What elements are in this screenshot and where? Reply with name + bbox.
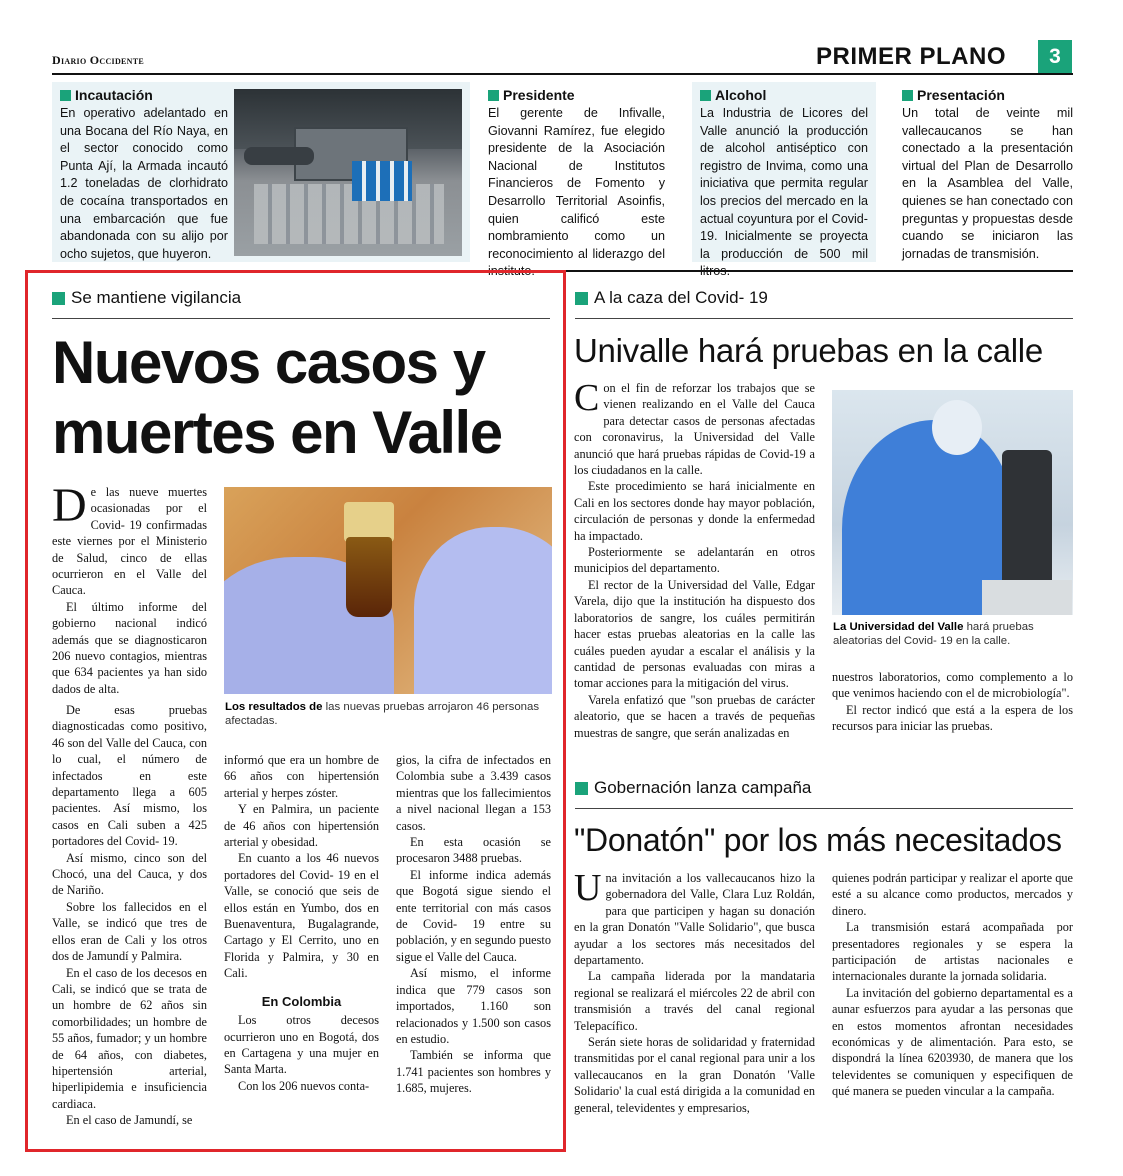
brief-title: Presentación bbox=[902, 87, 1073, 103]
bullet-square-icon bbox=[902, 90, 913, 101]
brief-presidente bbox=[488, 87, 665, 281]
bullet-square-icon bbox=[52, 292, 65, 305]
main-col1-top: De las nueve muertes ocasionadas por el Covid- 19 confirmadas este viernes por el Ministerio de Salud, cinco de ellas ocurrieron en el Valle del Cauca. El último informe del gobierno nacional indicó además que se diagnosticaron 206 nuevo contagios, mientras que 634 pacientes ya han sido dados de alta. bbox=[52, 479, 207, 696]
masthead-rule bbox=[52, 73, 1073, 75]
donaton-col2: quienes podrán participar y realizar el aporte que esté a su alcance como productos, mercados y dinero. La transmisión estará acompañada por presentadores regionales y se espera la participación de artistas nacionales e internacionales durante la jornada solidaria. La invitación del gobierno departamental es a aunar esfuerzos para ayudar a las personas que en estos momentos afrontan necesidades económicas y de alimentación. Para esto, se dispondrá la línea 6203930, de manera que los televidentes se comuniquen y especifiquen de qué manera se pueden vincular a la campaña. bbox=[832, 871, 1073, 1099]
page-number: 3 bbox=[1038, 40, 1072, 74]
brief-title: Incautación bbox=[60, 87, 228, 103]
univalle-col2: nuestros laboratorios, como complemento a lo que venimos haciendo con el de microbiología". El rector indicó que está a la espera de los recursos para iniciar las pruebas. bbox=[832, 670, 1073, 734]
dropcap: C bbox=[574, 377, 600, 419]
main-kicker-rule bbox=[52, 318, 550, 319]
univalle-col1: Con el fin de reforzar los trabajos que se vienen realizando en el Valle del Cauca para detectar casos de personas afectadas con coronavirus, la Universidad del Valle anunció que hará pruebas rápidas de Covid-19 a los ciudadanos en la calle. Este procedimiento se hará inicialmente en Cali en los sectores donde hay mayor población, circulación de personas y donde la enfermedad ha impactado. Posteriormente se adelantarán en otros municipios del departamento. El rector de la Universidad del Valle, Edgar Varela, dijo que la institución ha dispuesto dos laboratorios de sangre, los cuáles permitirán hacer estas pruebas aleatorias en la calle las cuáles pueden ayudar a escalar el análisis y la cantidad de personas evaluadas con miras a tomar acciones para la mitigación del virus. Varela enfatizó que "son pruebas de carácter aleatorio, que se hacen a través de pequeñas muestras de sangre, que serán analizadas en bbox=[574, 377, 815, 740]
section-title: PRIMER PLANO bbox=[816, 43, 1007, 70]
main-headline: Nuevos casos y muertes en Valle bbox=[52, 329, 502, 466]
brief-title: Alcohol bbox=[700, 87, 868, 103]
bullet-square-icon bbox=[575, 782, 588, 795]
brief-title: Presidente bbox=[488, 87, 665, 103]
bullet-square-icon bbox=[60, 90, 71, 101]
donaton-kicker-rule bbox=[575, 808, 1073, 809]
brief-text: La Industria de Licores del Valle anunció la producción de alcohol antiséptico con registro de Invima, como una iniciativa que permita regular los precios del mercado en la actual coyuntura por el Covid-19. Inicialmente se proyecta la producción de 500 mil bbox=[700, 106, 868, 261]
main-col3: gios, la cifra de infectados en Colombia sube a 3.439 casos mientras que los fallecimientos a nivel nacional llegan a 153 casos. En esta ocasión se procesaron 3488 pruebas. El informe indica además que Bogotá sigue siendo el ente territorial con más casos de Covid- 19 entre su población, y en segundo puesto sigue el Valle del Cauca. Así mismo, el informe indica que 779 casos son importados, 1.160 son relacionados y 1.500 son casos en estudio. También se informa que 1.741 pacientes son hombres y 1.685, mujeres. bbox=[396, 753, 551, 1096]
dropcap: D bbox=[52, 479, 87, 532]
boat-seizure-photo bbox=[234, 89, 462, 256]
brief-alcohol bbox=[700, 87, 868, 281]
subhead-en-colombia: En Colombia bbox=[261, 993, 342, 1009]
bullet-square-icon bbox=[700, 90, 711, 101]
brief-presentacion bbox=[902, 87, 1073, 263]
donaton-col1: Una invitación a los vallecaucanos hizo la gobernadora del Valle, Clara Luz Roldán, para que participen y hagan su donación en la gran Donatón "Valle Solidario", que busca ayudar a los sectores más necesitados del departamento. La campaña liderada por la mandataria regional se realizará el miércoles 22 de abril con transmisión a través del canal regional Telepacífico. Serán siete horas de solidaridad y fraternidad transmitidas por el canal regional para unir a los vallecaucanos en la gran Donatón 'Valle Solidario' la cual está dirigida a la comunidad en general, televidentes y empresarios, bbox=[574, 867, 815, 1115]
brief-incautacion bbox=[60, 87, 228, 263]
bullet-square-icon bbox=[575, 292, 588, 305]
univalle-kicker: A la caza del Covid- 19 bbox=[575, 288, 768, 308]
main-col2: informó que era un hombre de 66 años con hipertensión arterial y herpes zóster. Y en Palmira, un paciente de 46 años con hipertensión arterial y obesidad. En cuanto a los 46 nuevos portadores del Covid- 19 en el Valle, se conoció que seis de ellos están en Yumbo, dos en Buenaventura, Bugalagrande, Cartago y El Cerrito, uno en Florida y Palmira, y 30 en Cali. En Colombia Los otros decesos ocurrieron uno en Bogotá, dos en Cartagena y una mujer en Santa Marta. Con los 206 nuevos conta- bbox=[224, 753, 379, 1093]
donaton-kicker: Gobernación lanza campaña bbox=[575, 778, 811, 798]
main-col1-bottom: De esas pruebas diagnosticadas como positivo, 46 son del Valle del Cauca, con lo cual, el número de infectados en este departamento llega a 605 pacientes. Así mismo, los casos en Cali suben a 425 portadores del Covid- 19. Así mismo, cinco son del Chocó, una del Cauca, y dos de Nariño. Sobre los fallecidos en el Valle, se indicó que tres de ellos eran de Cali y los otros dos de Jamundí y Palmira. En el caso de los decesos en Cali, se indicó que se trata de un hombre de 62 años sin comorbilidades; un hombre de 55 años, fumador; y un hombre de 64 años, con diabetes, hipertensión arterial, hiperlipidemia e insuficiencia cardiaca. En el caso de Jamundí, se bbox=[52, 703, 207, 1128]
univalle-photo-caption: La Universidad del Valle hará pruebas aleatorias del Covid- 19 en la calle. bbox=[833, 621, 1034, 647]
brief-text: En operativo adelantado en una Bocana del Río Naya, en el sector conocido como Punta Ají, la Armada incautó 1.2 toneladas de clorhidrato de cocaína transportados en una embarcación que fue abandonada con su alijo por ocho sujetos, que huyeron. bbox=[60, 106, 228, 261]
masthead-paper-name: Diario Occidente bbox=[52, 53, 145, 67]
main-photo-caption: Los resultados de las nuevas pruebas arrojaron 46 personas afectadas. bbox=[225, 701, 540, 727]
donaton-headline: "Donatón" por los más necesitados bbox=[574, 822, 1062, 858]
main-story-kicker: Se mantiene vigilancia bbox=[52, 288, 241, 308]
univalle-kicker-rule bbox=[575, 318, 1073, 319]
dropcap: U bbox=[574, 867, 602, 909]
brief-text: Un total de veinte mil vallecaucanos se han conectado a la presentación virtual del Plan de Desarrollo en la Asamblea del Valle, quienes se han conectado con preguntas y propuestas desde cuando se iniciaron las jornadas de transmisión. bbox=[902, 106, 1073, 261]
univalle-headline: Univalle hará pruebas en la calle bbox=[574, 332, 1043, 369]
bullet-square-icon bbox=[488, 90, 499, 101]
lab-microscope-photo bbox=[832, 390, 1073, 615]
vial-gloves-photo bbox=[224, 487, 552, 694]
brief-text: El gerente de Infivalle, Giovanni Ramírez, fue elegido presidente de la Asociación Nacional de Institutos Financieros de Fomento y Desarrollo Territorial Asoinfis, quien calificó este nombramiento como un reconocimiento al liderazgo del bbox=[488, 106, 665, 261]
